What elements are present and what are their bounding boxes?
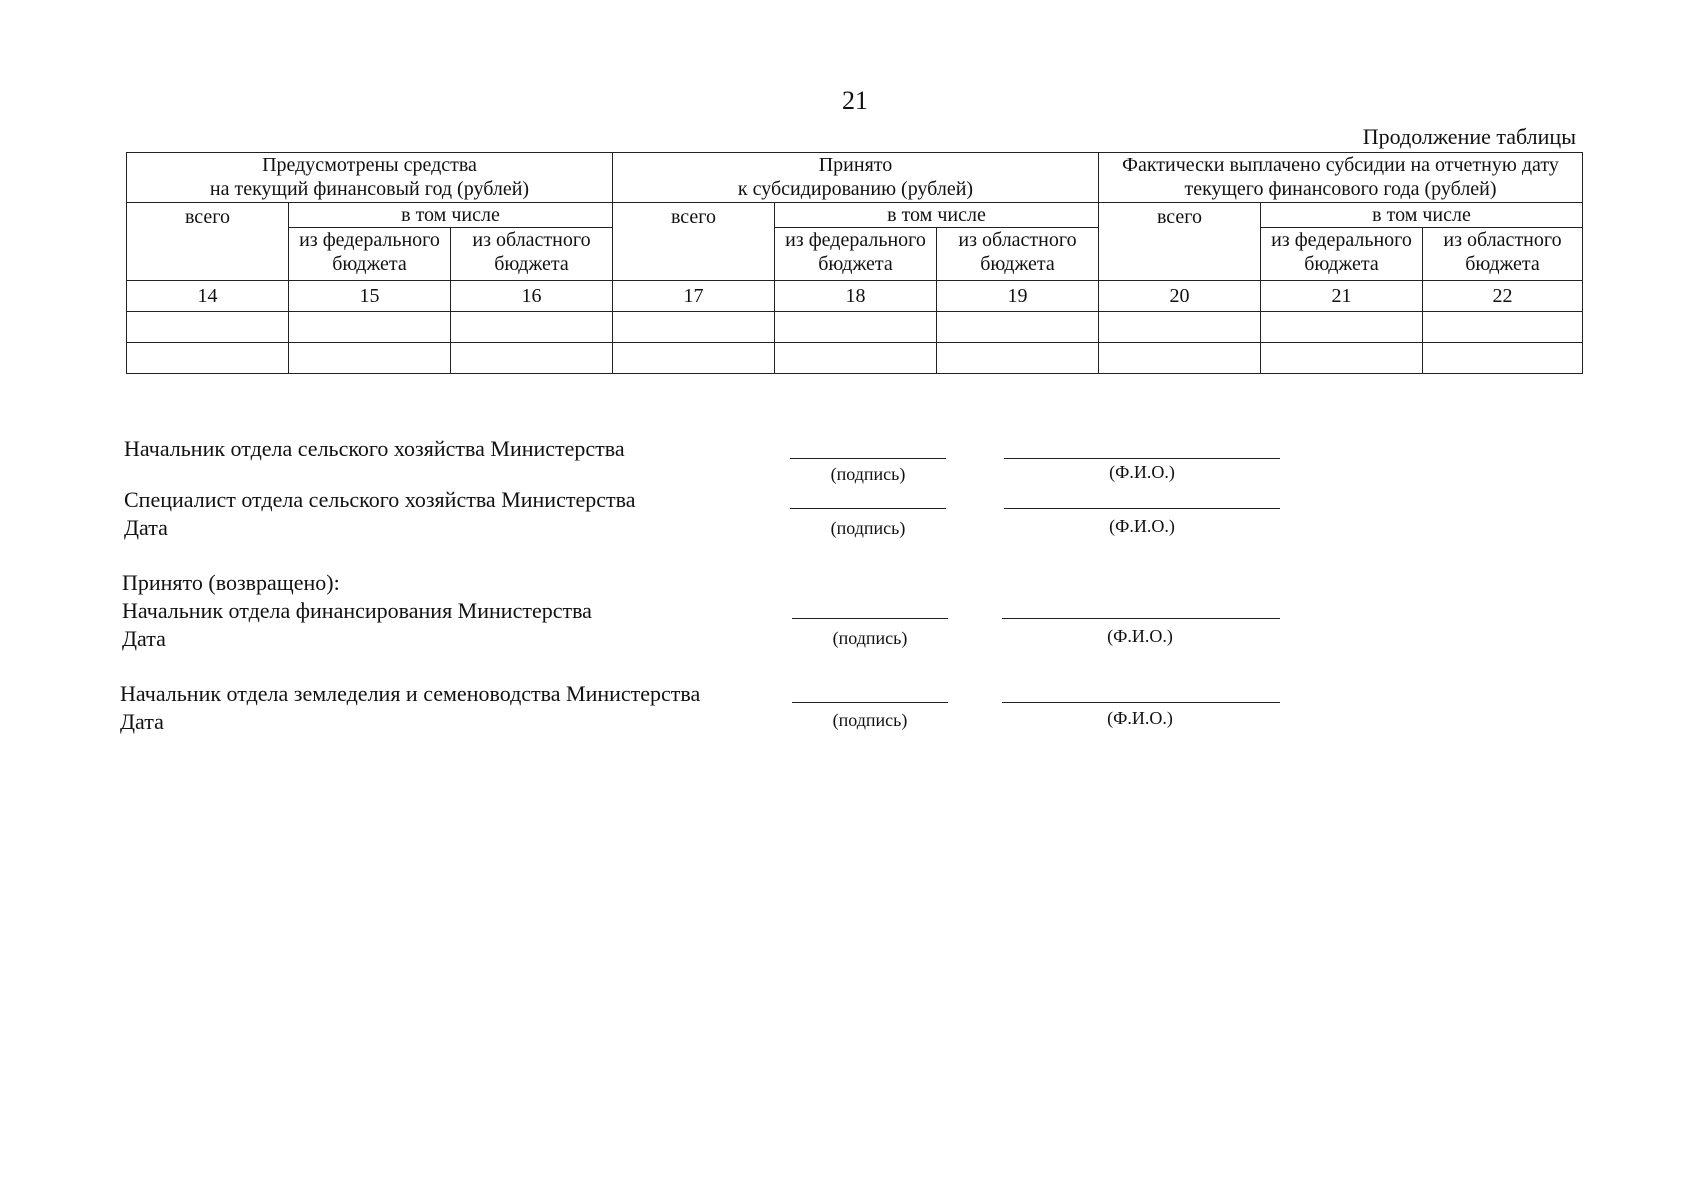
column-number: 17: [613, 281, 775, 312]
empty-cell[interactable]: [775, 312, 937, 343]
empty-cell[interactable]: [1423, 312, 1583, 343]
empty-cell[interactable]: [289, 312, 451, 343]
regional-header: из областного бюджета: [937, 228, 1099, 281]
signatory-title: Начальник отдела сельского хозяйства Министерства: [124, 436, 625, 461]
continuation-label: Продолжение таблицы: [1362, 124, 1576, 149]
empty-cell[interactable]: [451, 343, 613, 374]
signature-line[interactable]: [790, 508, 946, 509]
including-header: в том числе: [1261, 203, 1583, 228]
empty-cell[interactable]: [1261, 312, 1423, 343]
regional-header: из областного бюджета: [1423, 228, 1583, 281]
empty-cell[interactable]: [775, 343, 937, 374]
empty-cell[interactable]: [451, 312, 613, 343]
page-number: 21: [842, 86, 868, 115]
group-header-planned: Предусмотрены средства на текущий финансовый год (рублей): [127, 153, 613, 203]
empty-cell[interactable]: [937, 343, 1099, 374]
federal-header: из федерального бюджета: [1261, 228, 1423, 281]
column-number: 16: [451, 281, 613, 312]
table-row: [127, 312, 1583, 343]
signature-caption: (подпись): [830, 464, 906, 484]
name-line[interactable]: [1002, 618, 1280, 619]
empty-cell[interactable]: [127, 343, 289, 374]
signature-line[interactable]: [792, 702, 948, 703]
including-header: в том числе: [289, 203, 613, 228]
date-label: Дата: [122, 626, 166, 651]
table-row: [127, 343, 1583, 374]
signature-caption: (подпись): [832, 710, 908, 730]
section-heading: Принято (возвращено):: [122, 570, 340, 595]
empty-cell[interactable]: [289, 343, 451, 374]
empty-cell[interactable]: [1261, 343, 1423, 374]
column-number: 19: [937, 281, 1099, 312]
regional-header: из областного бюджета: [451, 228, 613, 281]
name-line[interactable]: [1004, 508, 1280, 509]
empty-cell[interactable]: [613, 312, 775, 343]
name-caption: (Ф.И.О.): [1109, 462, 1175, 482]
signature-caption: (подпись): [830, 518, 906, 538]
name-caption: (Ф.И.О.): [1109, 516, 1175, 536]
total-header: всего: [127, 203, 289, 281]
total-header: всего: [1099, 203, 1261, 281]
signatory-title: Начальник отдела финансирования Министерства: [122, 598, 592, 623]
column-number: 14: [127, 281, 289, 312]
column-number: 20: [1099, 281, 1261, 312]
group-header-paid: Фактически выплачено субсидии на отчетную дату текущего финансового года (рублей): [1099, 153, 1583, 203]
empty-cell[interactable]: [127, 312, 289, 343]
name-caption: (Ф.И.О.): [1107, 626, 1173, 646]
name-line[interactable]: [1002, 702, 1280, 703]
federal-header: из федерального бюджета: [289, 228, 451, 281]
federal-header: из федерального бюджета: [775, 228, 937, 281]
subsidy-table: [126, 152, 1583, 374]
group-header-accepted: Принято к субсидированию (рублей): [613, 153, 1099, 203]
empty-cell[interactable]: [1423, 343, 1583, 374]
signatory-title: Специалист отдела сельского хозяйства Министерства: [124, 487, 636, 512]
total-header: всего: [613, 203, 775, 281]
date-label: Дата: [124, 515, 168, 540]
empty-cell[interactable]: [1099, 312, 1261, 343]
signature-line[interactable]: [790, 458, 946, 459]
signatory-title: Начальник отдела земледелия и семеноводства Министерства: [120, 681, 701, 706]
empty-cell[interactable]: [1099, 343, 1261, 374]
column-number: 21: [1261, 281, 1423, 312]
name-caption: (Ф.И.О.): [1107, 708, 1173, 728]
column-number: 15: [289, 281, 451, 312]
empty-cell[interactable]: [937, 312, 1099, 343]
including-header: в том числе: [775, 203, 1099, 228]
name-line[interactable]: [1004, 458, 1280, 459]
signature-line[interactable]: [792, 618, 948, 619]
date-label: Дата: [120, 709, 164, 734]
column-number: 22: [1423, 281, 1583, 312]
column-number: 18: [775, 281, 937, 312]
signature-caption: (подпись): [832, 628, 908, 648]
empty-cell[interactable]: [613, 343, 775, 374]
